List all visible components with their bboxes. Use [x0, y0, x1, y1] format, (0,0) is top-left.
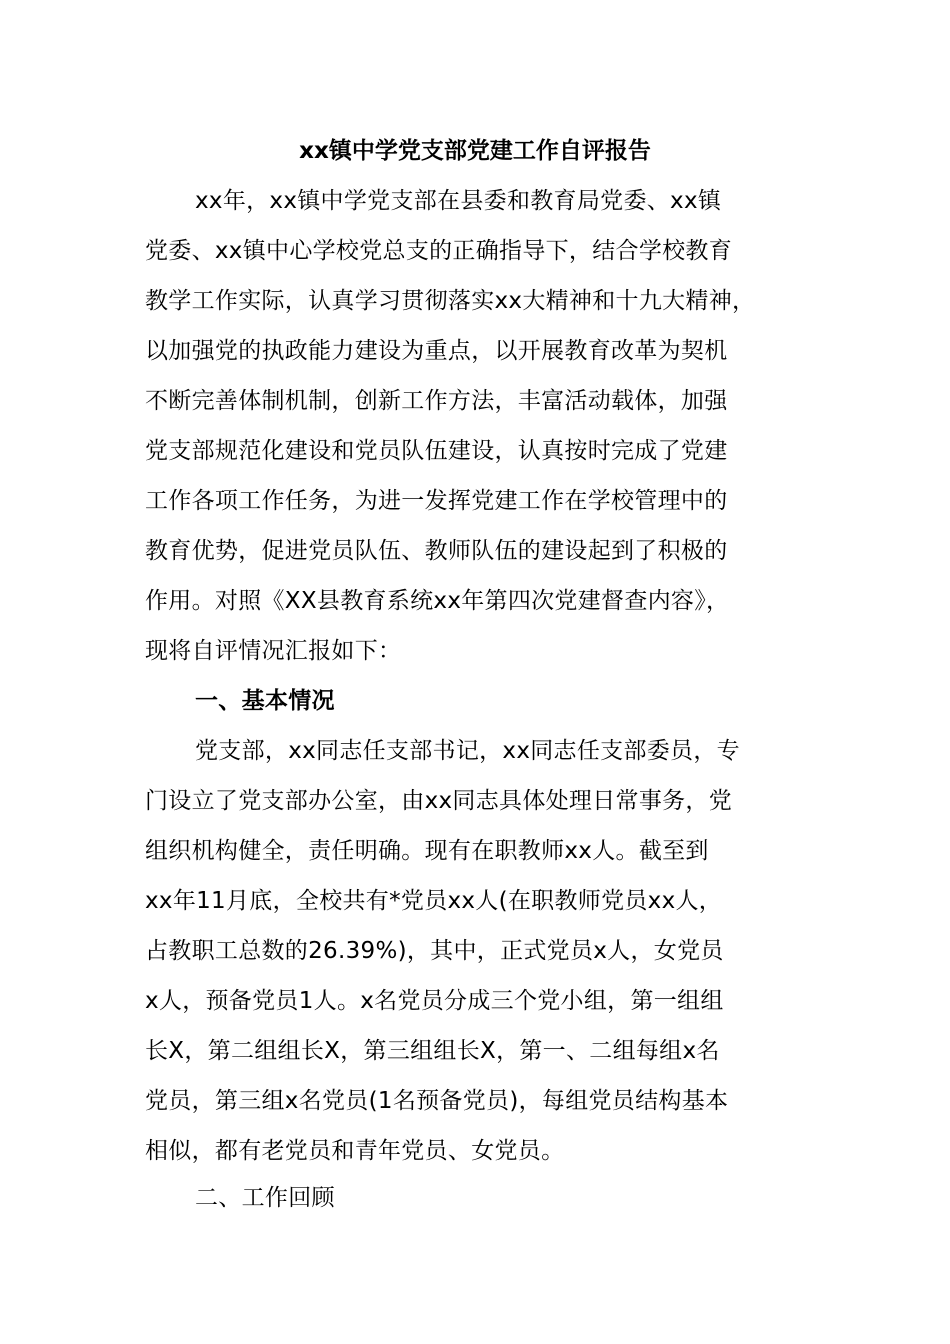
paragraph-line: 组织机构健全，责任明确。现有在职教师xx人。截至到: [145, 838, 709, 864]
paragraph-line: 党支部规范化建设和党员队伍建设，认真按时完成了党建: [145, 438, 728, 464]
paragraph-line: 相似，都有老党员和青年党员、女党员。: [145, 1138, 565, 1164]
paragraph-line: 工作各项工作任务，为进一发挥党建工作在学校管理中的: [145, 488, 728, 514]
paragraph-line: 不断完善体制机制，创新工作方法，丰富活动载体，加强: [145, 388, 728, 414]
paragraph-line: 现将自评情况汇报如下：: [145, 638, 402, 664]
paragraph-line: 以加强党的执政能力建设为重点，以开展教育改革为契机: [145, 338, 728, 364]
paragraph-line: 长X，第二组组长X，第三组组长X，第一、二组每组x名: [145, 1038, 720, 1064]
section-work-review: [145, 1173, 845, 1223]
paragraph-line: 教学工作实际，认真学习贯彻落实xx大精神和十九大精神，: [145, 288, 756, 314]
section-heading: 一、基本情况: [195, 688, 335, 714]
document-title: xx镇中学党支部党建工作自评报告: [299, 138, 651, 164]
section-heading: 二、工作回顾: [195, 1185, 335, 1211]
paragraph-line: 党支部，xx同志任支部书记，xx同志任支部委员，专: [195, 738, 740, 764]
section-basic-info: [145, 676, 845, 1176]
paragraph-line: xx年，xx镇中学党支部在县委和教育局党委、xx镇: [195, 188, 722, 214]
paragraph-line: 党委、xx镇中心学校党总支的正确指导下，结合学校教育: [145, 238, 733, 264]
paragraph-line: xx年11月底，全校共有*党员xx人(在职教师党员xx人，: [145, 888, 723, 914]
intro-paragraph: [145, 176, 845, 676]
paragraph-line: 作用。对照《XX县教育系统xx年第四次党建督查内容》，: [145, 588, 730, 614]
paragraph-line: 占教职工总数的26.39%)，其中，正式党员x人，女党员: [145, 938, 724, 964]
paragraph-line: 党员，第三组x名党员(1名预备党员)，每组党员结构基本: [145, 1088, 729, 1114]
paragraph-line: 教育优势，促进党员队伍、教师队伍的建设起到了积极的: [145, 538, 728, 564]
paragraph-line: 门设立了党支部办公室，由xx同志具体处理日常事务，党: [145, 788, 733, 814]
paragraph-line: x人，预备党员1人。x名党员分成三个党小组，第一组组: [145, 988, 724, 1014]
